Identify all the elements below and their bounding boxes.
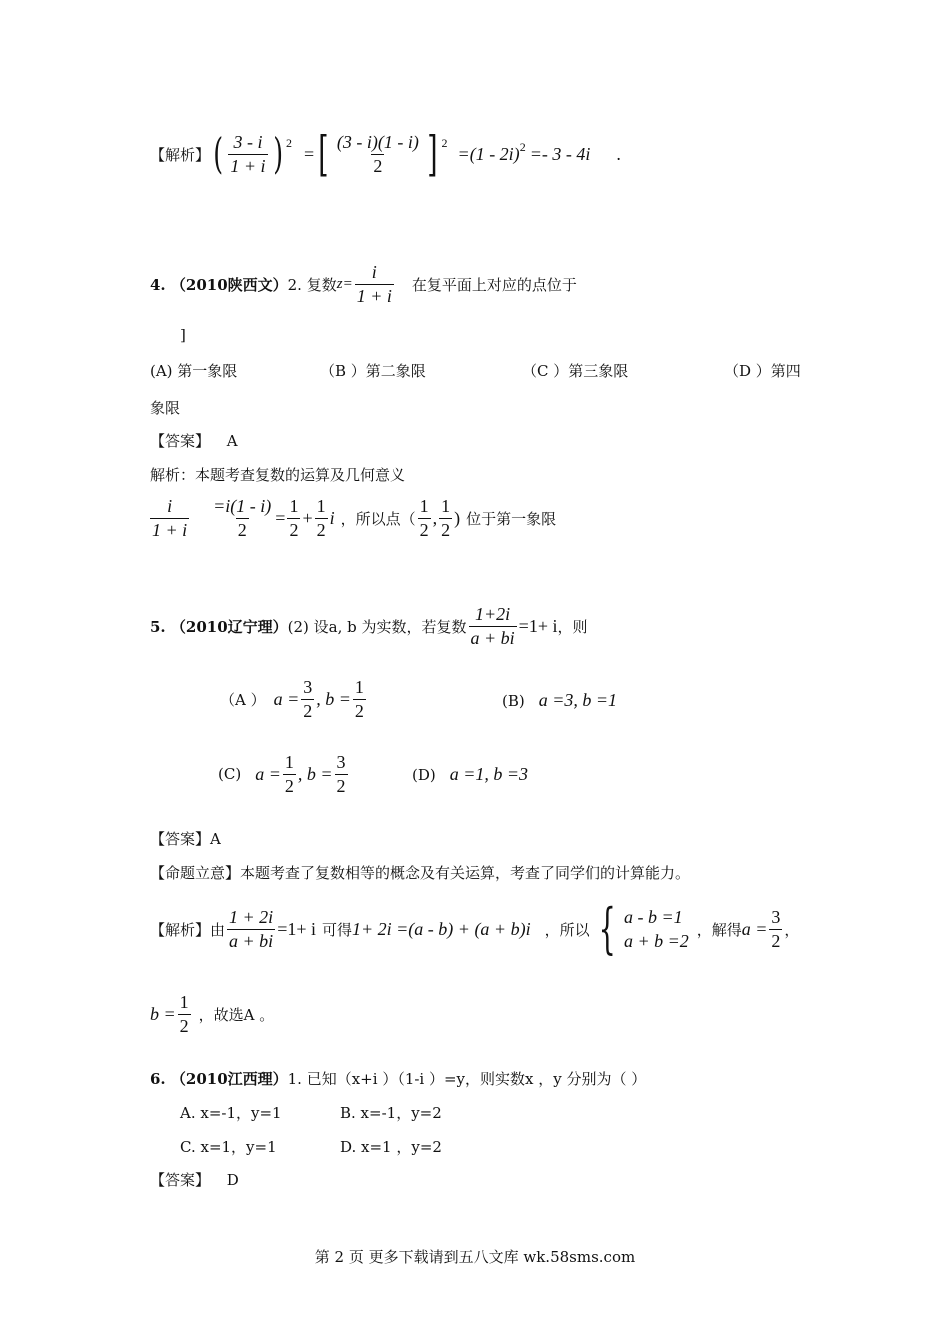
imaginary-unit: i (329, 507, 335, 528)
option-label: (D) (412, 765, 436, 784)
option-c: （C ）第三象限 (522, 362, 629, 380)
fraction (418, 497, 431, 540)
numerator: 3 (303, 677, 313, 697)
question-text: ，则 (557, 617, 588, 636)
comma: ， (784, 920, 800, 939)
fraction (353, 678, 366, 721)
fraction (355, 263, 394, 306)
option-b: B. x=-1，y=2 (340, 1104, 442, 1122)
fraction (287, 497, 300, 540)
expression: =- 3 - 4i (529, 143, 591, 164)
exponent: 2 (441, 136, 448, 150)
denominator: 2 (237, 519, 247, 540)
expression: a =1, b =3 (449, 764, 529, 784)
denominator: 2 (441, 519, 451, 540)
right-bracket: ] (427, 126, 438, 182)
numerator: i (167, 496, 173, 516)
exponent: 2 (285, 136, 292, 150)
denominator: 2 (336, 775, 346, 796)
option-label: (B) (502, 691, 525, 710)
left-bracket: [ (318, 126, 329, 182)
intent-line (150, 862, 690, 883)
fraction (335, 753, 348, 796)
fraction (335, 133, 421, 176)
answer-line (150, 1169, 239, 1190)
numerator: 1 (289, 496, 299, 516)
option-label: （A ） (220, 690, 266, 709)
page-footer: 第 2 页 更多下载请到五八文库 wk.58sms.com (314, 1248, 636, 1266)
solution-text: 位于第一象限 (466, 509, 557, 528)
fraction (228, 133, 267, 176)
denominator: 2 (284, 775, 294, 796)
solution-text: ，所以点（ (340, 509, 416, 528)
expression: , b = (297, 763, 333, 784)
right-paren: ) (272, 129, 283, 178)
answer-value: A (210, 830, 221, 848)
option-d: （D ）第四 (724, 362, 801, 380)
numerator: 1 (179, 992, 189, 1012)
answer-line (150, 828, 221, 849)
question-label: 6. （2010江西理） (150, 1070, 288, 1088)
intent-label: 【命题立意】 (150, 864, 241, 882)
question-text: 2. 复数 (287, 275, 337, 294)
fraction (178, 993, 191, 1036)
denominator: 2 (419, 519, 429, 540)
plus-sign: + (302, 507, 313, 528)
expression: =1+ i (518, 615, 558, 636)
denominator: 1 + i (152, 519, 188, 540)
analysis-label: 【解析】 (150, 145, 211, 164)
analysis-text: 由 (210, 920, 226, 939)
expression: b = (150, 1003, 176, 1024)
numerator: 1 + 2i (229, 906, 274, 927)
option-c (218, 753, 350, 796)
fraction (211, 497, 273, 540)
equation-system (624, 905, 689, 954)
denominator: 2 (316, 519, 326, 540)
answer-label: 【答案】 (150, 830, 211, 848)
equation: a - b =1 (623, 906, 683, 927)
fraction (439, 497, 452, 540)
analysis-text: 解析：本题考查复数的运算及几何意义 (150, 466, 406, 484)
numerator: 1 (441, 496, 451, 516)
option-label: (C) (218, 765, 242, 784)
expression: 1+ 2i =(a - b) + (a + b)i (352, 918, 531, 939)
equals-sign: = (275, 507, 286, 528)
option-a: A. x=-1，y=1 (180, 1104, 282, 1122)
fraction (150, 497, 189, 540)
numerator: 1 (284, 752, 294, 772)
q6-stem (150, 1068, 646, 1089)
expression: a = (273, 688, 300, 709)
analysis-text: ，故选A 。 (198, 1005, 275, 1024)
fraction (769, 908, 782, 951)
option-b: （B ）第二象限 (320, 362, 426, 380)
equation: a + b =2 (623, 931, 689, 951)
numerator: 3 (336, 752, 346, 772)
expression: a =3, b =1 (538, 690, 618, 710)
fraction (301, 678, 314, 721)
denominator: 2 (771, 930, 781, 951)
option-d (412, 764, 528, 785)
denominator: 2 (354, 700, 364, 721)
denominator: 2 (289, 519, 299, 540)
option-d-continued: 象限 (150, 399, 181, 417)
q3-analysis-line (150, 126, 621, 182)
denominator: a + bi (229, 930, 274, 951)
question-label: 4. （2010陕西文） (150, 275, 288, 294)
q4-stem (150, 263, 577, 306)
fraction (227, 908, 275, 951)
intent-text: 本题考查了复数相等的概念及有关运算，考查了同学们的计算能力。 (240, 864, 691, 882)
expression: , b = (316, 688, 351, 709)
numerator: 3 - i (233, 131, 263, 152)
expression: z= (336, 275, 353, 292)
numerator: =i(1 - i) (213, 496, 272, 516)
denominator: 2 (303, 700, 313, 721)
numerator: (3 - i)(1 - i) (336, 131, 419, 152)
option-a: (A) 第一象限 (150, 362, 238, 380)
question-text: 1. 已知（x+i ）（1-i ）=y，则实数x ，y 分别为（ ） (287, 1070, 647, 1088)
expression: a = (741, 918, 768, 939)
fraction (283, 753, 296, 796)
comma: , (432, 507, 438, 528)
numerator: 1+2i (475, 604, 511, 624)
analysis-label: 【解析】 (150, 920, 211, 939)
bracket: ] (180, 326, 186, 344)
fraction (315, 497, 328, 540)
denominator: a + bi (470, 627, 515, 648)
denominator: 1 + i (230, 155, 266, 176)
option-c: C. x=1，y=1 (180, 1138, 277, 1156)
expression: =(1 - 2i) (457, 143, 520, 164)
numerator: 3 (771, 906, 781, 927)
numerator: 1 (354, 677, 364, 697)
left-paren: ( (213, 129, 224, 178)
answer-line (150, 430, 238, 451)
numerator: i (371, 262, 377, 282)
analysis-text: ，所以 (544, 920, 590, 939)
denominator: 2 (373, 155, 383, 176)
left-brace: { (598, 897, 616, 960)
exponent: 2 (519, 140, 526, 154)
expression: a = (255, 763, 281, 784)
q5-stem (150, 605, 588, 648)
q5-analysis (150, 897, 800, 960)
denominator: 1 + i (356, 285, 392, 306)
option-b (502, 690, 617, 711)
equals-sign: = (303, 143, 315, 164)
question-label: 5. （2010辽宁理） (150, 617, 288, 636)
option-d: D. x=1 ，y=2 (340, 1138, 442, 1156)
numerator: 1 (419, 496, 429, 516)
answer-value: D (226, 1171, 239, 1189)
q5-b-line (150, 993, 274, 1036)
numerator: 1 (316, 496, 326, 516)
answer-value: A (226, 432, 238, 450)
fraction (469, 605, 517, 648)
option-a (220, 678, 368, 721)
period: . (616, 143, 621, 164)
answer-label: 【答案】 (150, 432, 211, 450)
question-text: (2) 设a, b 为实数，若复数 (287, 617, 467, 636)
analysis-text: ，解得 (696, 920, 742, 939)
analysis-text: 可得 (322, 920, 353, 939)
denominator: 2 (179, 1015, 189, 1036)
q4-solution (148, 497, 556, 540)
answer-label: 【答案】 (150, 1171, 211, 1189)
expression: =1+ i (277, 918, 316, 939)
question-text: 在复平面上对应的点位于 (411, 275, 577, 294)
right-paren: ) (454, 507, 461, 528)
